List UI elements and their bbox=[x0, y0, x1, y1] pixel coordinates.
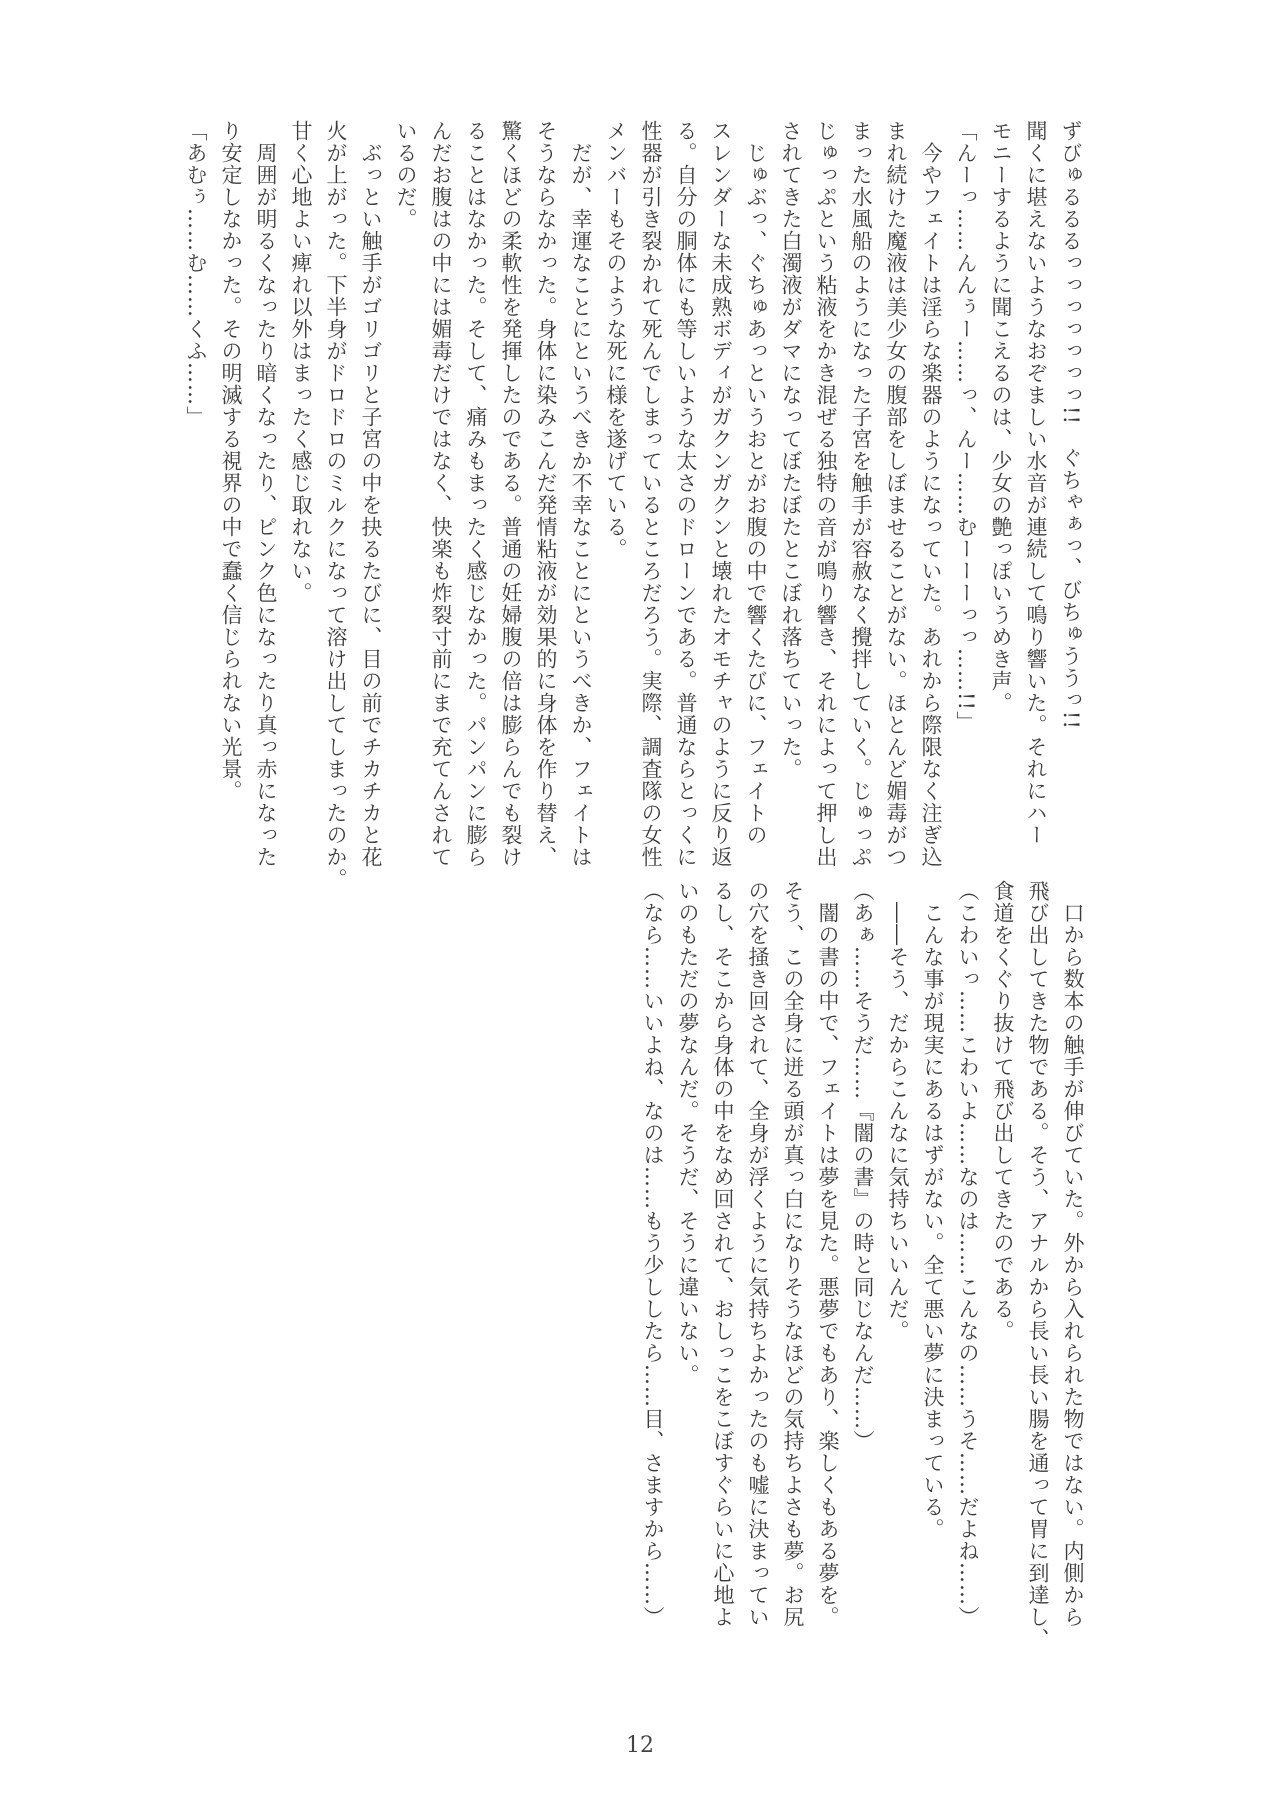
text-line: 周囲が明るくなったり暗くなったり、ピンク色になったり真っ赤になった bbox=[254, 120, 278, 868]
text-line: いのもただの夢なんだ。そうだ、そうに違いない。 bbox=[676, 880, 700, 1386]
text-line: の穴を掻き回されて、全身が浮くように気持ちよかったのも嘘に決まってい bbox=[746, 880, 770, 1628]
text-line: モニーするように聞こえるのは、少女の艶っぽいうめき声。 bbox=[989, 120, 1013, 714]
text-line: 飛び出してきた物である。そう、アナルから長い長い腸を通って胃に到達し、 bbox=[1026, 880, 1050, 1650]
upper-text-block bbox=[178, 120, 1088, 890]
text-line: ぶっとい触手がゴリゴリと子宮の中を抉るたびに、目の前でチカチカと花 bbox=[359, 120, 383, 868]
text-line: り安定しなかった。その明滅する視界の中で蠢く信じられない光景。 bbox=[219, 120, 243, 802]
text-line: （こわいっ……こわいよ……なのは……こんなの……うそ……だよね……） bbox=[956, 880, 980, 1628]
text-line: 口から数本の触手が伸びていた。外から入れられた物ではない。内側から bbox=[1061, 880, 1085, 1628]
text-line: メンバーもそのような死に様を遂げている。 bbox=[604, 120, 628, 560]
text-line: （あぁ……そうだ……『闇の書』の時と同じなんだ……） bbox=[851, 880, 875, 1452]
text-line: いるのだ。 bbox=[394, 120, 418, 230]
text-line: スレンダーな未成熟ボディがガクンガクンと壊れたオモチャのように反り返 bbox=[709, 120, 733, 868]
text-line: ずびゅるるるっっっっっっっ!! ぐちゃぁっ、びちゅううっ!! bbox=[1059, 120, 1083, 730]
text-line: 「あむぅ……む……くふ……」 bbox=[184, 120, 208, 428]
text-line: んだお腹はの中には媚毒だけではなく、快楽も炸裂寸前にまで充てんされて bbox=[429, 120, 453, 868]
page-number: 12 bbox=[626, 1733, 654, 1758]
text-line: ることはなかった。そして、痛みもまったく感じなかった。パンパンに膨ら bbox=[464, 120, 488, 868]
text-line: そうならなかった。身体に染みこんだ発情粘液が効果的に身体を作り替え、 bbox=[534, 120, 558, 868]
text-line: る。自分の胴体にも等しいような太さのドローンである。普通ならとっくに bbox=[674, 120, 698, 868]
text-line: じゅっぷという粘液をかき混ぜる独特の音が鳴り響き、それによって押し出 bbox=[814, 120, 838, 868]
text-line: 闇の書の中で、フェイトは夢を見た。悪夢でもあり、楽しくもある夢を。 bbox=[816, 880, 840, 1628]
text-line: まった水風船のようになった子宮を触手が容赦なく攪拌していく。じゅっぷ bbox=[849, 120, 873, 868]
text-line: 甘く心地よい痺れ以外はまったく感じ取れない。 bbox=[289, 120, 313, 604]
text-line: 驚くほどの柔軟性を発揮したのである。普通の妊婦腹の倍は膨らんでも裂け bbox=[499, 120, 523, 868]
text-line: るし、そこから身体の中をなめ回されて、おしっこをこぼすぐらいに心地よ bbox=[711, 880, 735, 1628]
text-line: 聞くに堪えないようなおぞましい水音が連続して鳴り響いた。それにハー bbox=[1024, 120, 1048, 846]
text-line: じゅぶっ、ぐちゅあっというおとがお腹の中で響くたびに、フェイトの bbox=[744, 120, 768, 846]
text-line: 火が上がった。下半身がドロドロのミルクになって溶け出してしまったのか。 bbox=[324, 120, 348, 890]
text-line: こんな事が現実にあるはずがない。全て悪い夢に決まっている。 bbox=[921, 880, 945, 1540]
text-line: だが、幸運なことにというべきか不幸なことにというべきか、フェイトは bbox=[569, 120, 593, 868]
text-line: ――そう、だからこんなに気持ちいいんだ。 bbox=[886, 880, 910, 1342]
lower-text-block bbox=[635, 880, 1090, 1650]
text-line: されてきた白濁液がダマになってぼたぼたとこぼれ落ちていった。 bbox=[779, 120, 803, 780]
text-line: 性器が引き裂かれて死んでしまっているところだろう。実際、調査隊の女性 bbox=[639, 120, 663, 868]
text-line: まれ続けた魔液は美少女の腹部をしぼませることがない。ほとんど媚毒がつ bbox=[884, 120, 908, 868]
text-line: （なら……いいよね、なのは……もう少ししたら……目、さますから……） bbox=[641, 880, 665, 1628]
text-line: 食道をくぐり抜けて飛び出してきたのである。 bbox=[991, 880, 1015, 1342]
text-line: そう、この全身に迸る頭が真っ白になりそうなほどの気持ちよさも夢。お尻 bbox=[781, 880, 805, 1628]
text-line: 今やフェイトは淫らな楽器のようになっていた。あれから際限なく注ぎ込 bbox=[919, 120, 943, 868]
text-line: 「んーっ……んんぅー……っ、んー……むーーーっっ……!!」 bbox=[954, 120, 978, 733]
